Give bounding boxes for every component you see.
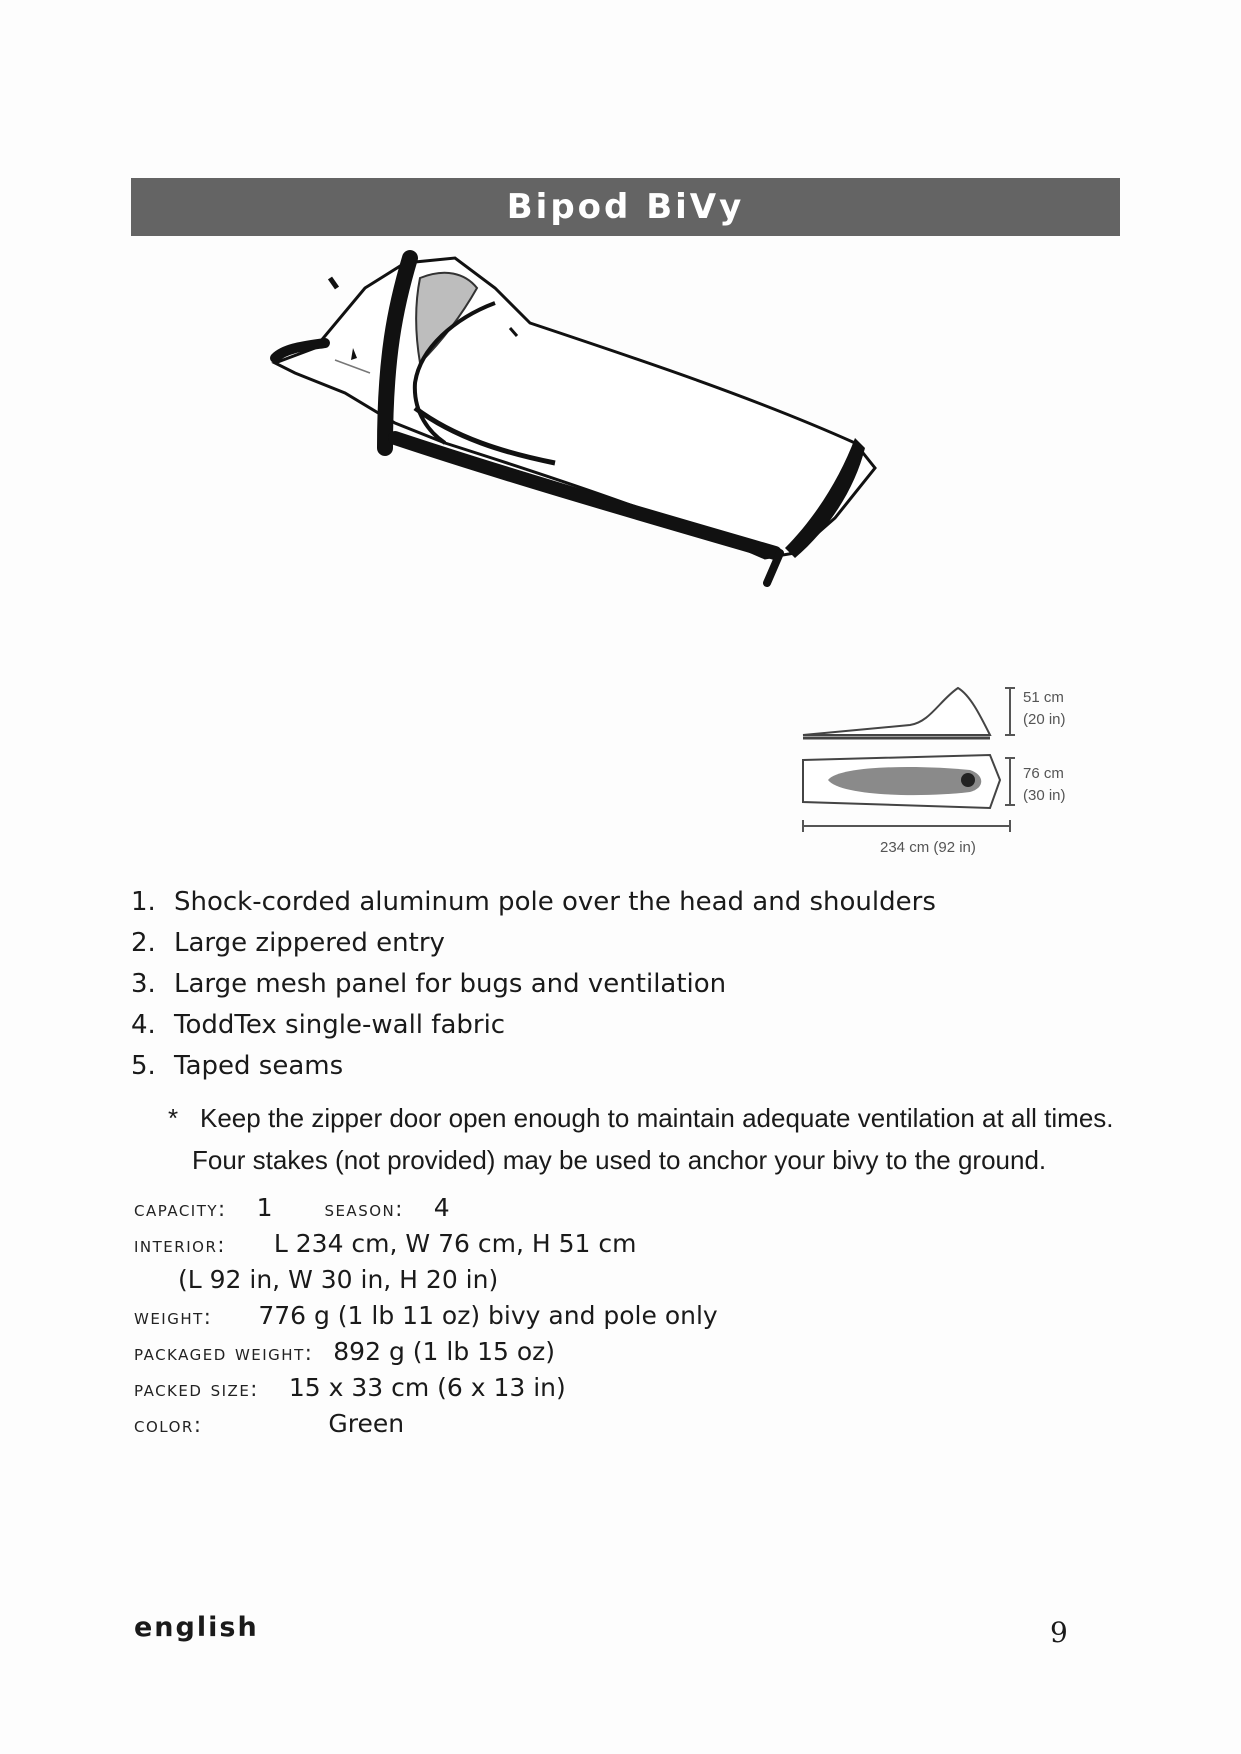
- spec-packaged-weight: packaged weight: 892 g (1 lb 15 oz): [134, 1337, 556, 1366]
- dimensions-diagram: [800, 680, 1100, 865]
- note-line-1: Keep the zipper door open enough to maintain adequate ventilation at all times.: [200, 1103, 1114, 1133]
- note-marker: *: [168, 1103, 179, 1133]
- feature-list: [131, 882, 1091, 1087]
- footer-language: english: [134, 1612, 259, 1643]
- spec-packed-size: packed size: 15 x 33 cm (6 x 13 in): [134, 1373, 566, 1402]
- height-metric-label: 51 cm: [1023, 689, 1064, 706]
- list-item: 2. Large zippered entry: [131, 928, 445, 958]
- spec-interior: interior: L 234 cm, W 76 cm, H 51 cm: [134, 1229, 637, 1258]
- list-item: 4. ToddTex single-wall fabric: [131, 1010, 506, 1040]
- ventilation-note: [168, 1097, 1118, 1181]
- width-metric-label: 76 cm: [1023, 765, 1064, 782]
- height-imperial-label: (20 in): [1023, 711, 1066, 728]
- specifications: [134, 1190, 834, 1442]
- list-item: 3. Large mesh panel for bugs and ventilation: [131, 969, 727, 999]
- page-title: Bipod BiVy: [131, 178, 1120, 236]
- list-item: 1. Shock-corded aluminum pole over the head and shoulders: [131, 887, 936, 917]
- bivy-illustration: [255, 248, 995, 668]
- spec-weight: weight: 776 g (1 lb 11 oz) bivy and pole only: [134, 1301, 718, 1330]
- list-item: 5. Taped seams: [131, 1051, 344, 1081]
- spec-capacity-season: capacity: 1 season: 4: [134, 1193, 450, 1222]
- note-line-2: Four stakes (not provided) may be used to anchor your bivy to the ground.: [192, 1145, 1047, 1175]
- page-number: 9: [1050, 1616, 1068, 1649]
- length-label: 234 cm (92 in): [880, 839, 976, 856]
- width-imperial-label: (30 in): [1023, 787, 1066, 804]
- spec-interior-imperial: (L 92 in, W 30 in, H 20 in): [178, 1265, 499, 1294]
- spec-color: color: Green: [134, 1409, 405, 1438]
